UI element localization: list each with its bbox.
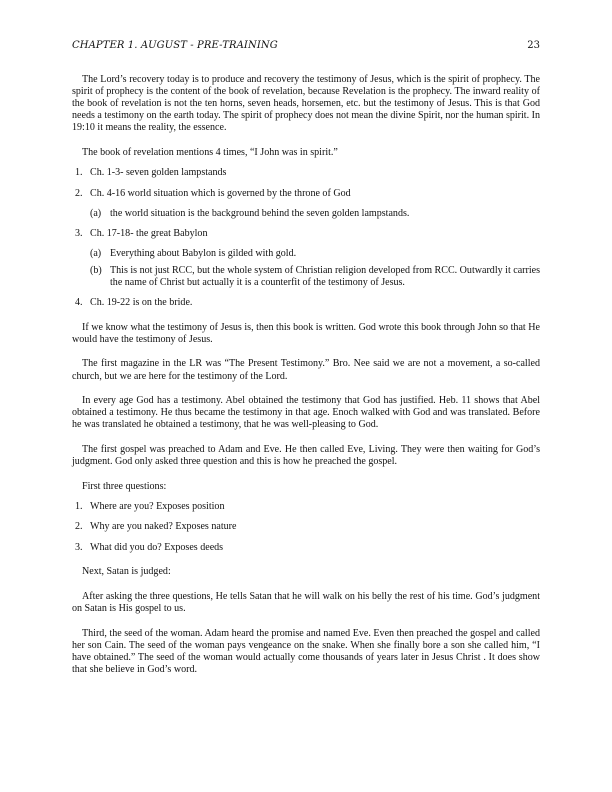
list-number: 3. xyxy=(75,541,83,553)
list-item xyxy=(72,501,540,513)
questions-list xyxy=(72,501,540,554)
list-text: What did you do? Exposes deeds xyxy=(90,541,224,553)
sub-list-item xyxy=(72,208,540,220)
sub-list-item xyxy=(72,265,540,289)
sub-list-item xyxy=(72,248,540,260)
list-item xyxy=(72,521,540,533)
list-number: 1. xyxy=(75,167,83,179)
list-number: 1. xyxy=(75,501,83,513)
paragraph: In every age God has a testimony. Abel obtained the testimony that God has justified. Heb. 11 shows that Abel obtained a testimony. He thus became the testimony in that age. Enoch walked with God and was translated. Before he was translated he obtained a testimony, that he was well-pleasing to God. xyxy=(72,395,540,431)
list-text: the world situation is the background behind the seven golden lampstands. xyxy=(110,207,410,219)
list-number: 4. xyxy=(75,296,83,308)
list-text: Where are you? Exposes position xyxy=(90,501,225,513)
list-number: 2. xyxy=(75,187,83,199)
paragraph: The first gospel was preached to Adam and Eve. He then called Eve, Living. They were then waiting for God’s judgment. God only asked three question and this is how he preached the gospel. xyxy=(72,444,540,468)
list-text: Ch. 1-3- seven golden lampstands xyxy=(90,167,227,179)
page-body xyxy=(72,74,540,676)
list-item xyxy=(72,228,540,240)
list-number: 2. xyxy=(75,521,83,533)
list-text: Everything about Babylon is gilded with gold. xyxy=(110,248,297,260)
page-number: 23 xyxy=(527,40,540,51)
list-item xyxy=(72,297,540,309)
paragraph: Next, Satan is judged: xyxy=(82,566,171,578)
paragraph: The book of revelation mentions 4 times, “I John was in spirit.” xyxy=(82,147,338,159)
list-text: Ch. 4-16 world situation which is governed by the throne of God xyxy=(90,187,351,199)
list-text: Ch. 17-18- the great Babylon xyxy=(90,228,208,240)
list-item xyxy=(72,188,540,200)
list-number: (b) xyxy=(90,264,102,276)
list-number: (a) xyxy=(90,248,102,260)
running-header xyxy=(72,40,540,54)
paragraph: After asking the three questions, He tells Satan that he will walk on his belly the rest of his time. God’s judgment on Satan is His gospel to us. xyxy=(72,591,540,615)
chapter-title: CHAPTER 1. AUGUST - PRE-TRAINING xyxy=(72,40,278,51)
list-item xyxy=(72,167,540,179)
list-item xyxy=(72,542,540,554)
list-text: Ch. 19-22 is on the bride. xyxy=(90,296,193,308)
list-number: (a) xyxy=(90,207,102,219)
paragraph: The Lord’s recovery today is to produce and recovery the testimony of Jesus, which is the spirit of prophecy. The spirit of prophecy is the content of the book of revelation, because Revelation is the prophecy. The inward reality of the book of revelation is not the ten horns, seven heads, horsemen, etc. but the testimony of Jesus. This is that God needs a testimony on the earth today. The spirit of prophecy does not mean the divine Spirit, nor the human spirit. In 19:10 it means the reality, the essence. xyxy=(72,74,540,134)
paragraph: First three questions: xyxy=(82,480,167,492)
paragraph: If we know what the testimony of Jesus is, then this book is written. God wrote this book through John so that He would have the testimony of Jesus. xyxy=(72,321,540,345)
paragraph: The first magazine in the LR was “The Present Testimony.” Bro. Nee said we are not a movement, a so-called church, but we are here for the testimony of the Lord. xyxy=(72,358,540,382)
list-text: Why are you naked? Exposes nature xyxy=(90,521,237,533)
list-text: This is not just RCC, but the whole system of Christian religion developed from RCC. Outwardly it carries the name of Christ but actually it is a counterfit of the testimony of Jesus. xyxy=(110,264,541,288)
list-number: 3. xyxy=(75,228,83,240)
paragraph: Third, the seed of the woman. Adam heard the promise and named Eve. Even then preached the gospel and called her son Cain. The seed of the woman pays vengeance on the snake. When she finally bore a son she called him, “I have obtained.” The seed of the woman would actually come thousands of years later in Jesus Christ . It does show that she believe in God’s word. xyxy=(72,627,540,676)
chapter-list xyxy=(72,167,540,309)
